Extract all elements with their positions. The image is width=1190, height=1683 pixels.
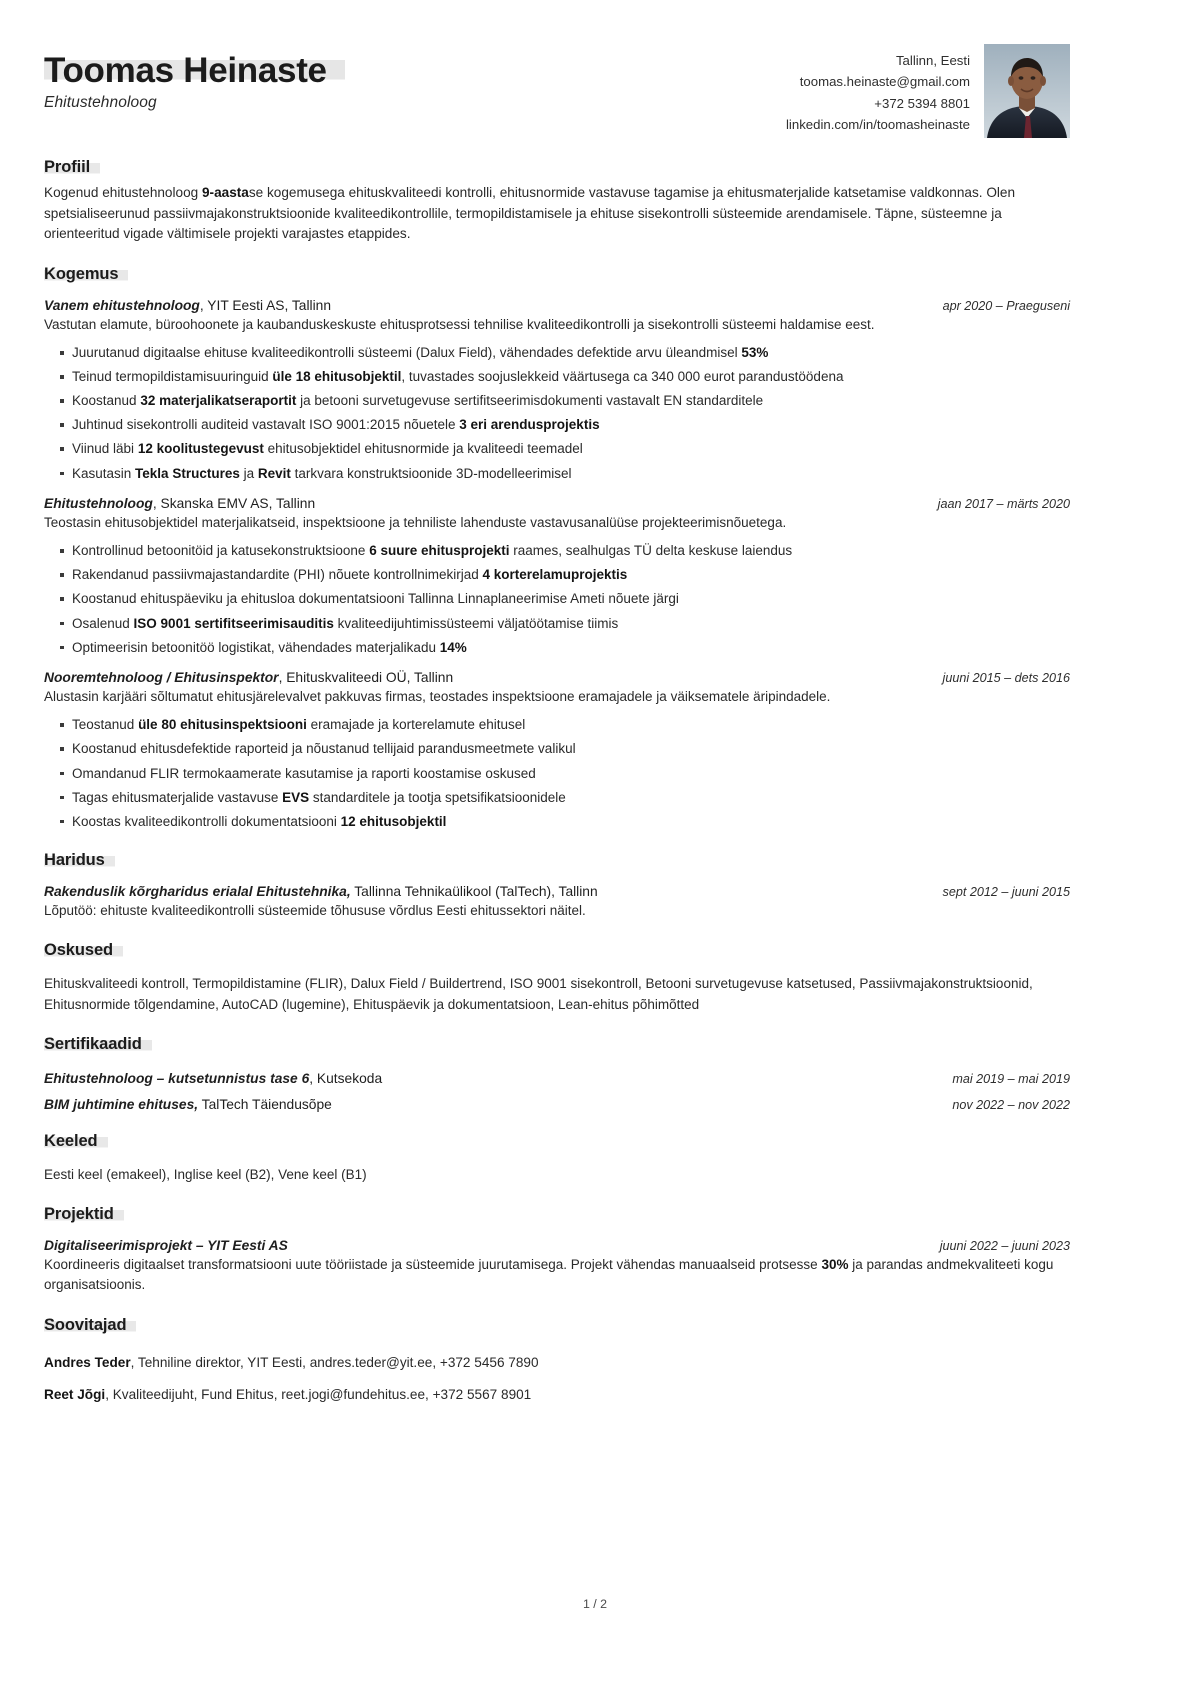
- certificate-row: [44, 1071, 1070, 1086]
- list-item: Koostanud ehitusdefektide raporteid ja nõustanud tellijaid parandusmeetmete valikul: [44, 739, 1070, 759]
- section-references: [44, 1316, 1070, 1406]
- entry-header: [44, 670, 1070, 685]
- section-certificates: [44, 1035, 1070, 1112]
- experience-list: [44, 298, 1070, 831]
- reference-name: Reet Jõgi: [44, 1387, 106, 1403]
- list-item: Rakendanud passiivmajastandardite (PHI) nõuete kontrollnimekirjad 4 korterelamuprojektis: [44, 565, 1070, 585]
- certificate-name: BIM juhtimine ehituses, TalTech Täiendusõpe: [44, 1096, 332, 1112]
- degree-title: Rakenduslik kõrgharidus erialal Ehitustehnika, Tallinna Tehnikaülikool (TalTech), Tallinn: [44, 884, 598, 900]
- experience-entry: [44, 298, 1070, 483]
- entry-date: apr 2020 – Praeguseni: [942, 298, 1070, 313]
- resume-header: [44, 44, 1070, 138]
- list-item: Teinud termopildistamisuuringuid üle 18 ehitusobjektil, tuvastades soojuslekkeid väärtusega ca 340 000 eurot parandustöödena: [44, 367, 1070, 387]
- entry-bullets: [44, 715, 1070, 831]
- section-title-profile: Profiil: [44, 158, 100, 177]
- entry-date: sept 2012 – juuni 2015: [942, 885, 1070, 900]
- entry-role: Ehitustehnoloog, Skanska EMV AS, Tallinn: [44, 496, 316, 512]
- education-entry: [44, 884, 1070, 921]
- experience-entry: [44, 496, 1070, 657]
- certificate-date: nov 2022 – nov 2022: [952, 1097, 1070, 1112]
- entry-summary: Lõputöö: ehituste kvaliteedikontrolli süsteemide tõhususe võrdlus Eesti ehitussektori näitel.: [44, 903, 586, 919]
- skills-body: Ehituskvaliteedi kontroll, Termopildistamine (FLIR), Dalux Field / Buildertrend, ISO 9001 sisekontroll, Betooni survetugevuse katsetused, Passiivmajakonstruktsioonid, Ehitusnormide tõlgendamine, AutoCAD (lugemine), Ehituspäevik ja dokumentatsioon, Lean-ehitus põhimõtted: [44, 976, 1033, 1012]
- section-title-certificates: Sertifikaadid: [44, 1035, 152, 1054]
- entry-header: [44, 496, 1070, 511]
- section-title-education: Haridus: [44, 851, 115, 870]
- section-title-references: Soovitajad: [44, 1316, 136, 1335]
- section-skills: [44, 941, 1070, 1015]
- identity-block: [44, 44, 345, 112]
- entry-bullets: [44, 343, 1070, 483]
- reference-details: , Tehniline direktor, YIT Eesti, andres.teder@yit.ee, +372 5456 7890: [130, 1354, 539, 1370]
- profile-body: Kogenud ehitustehnoloog 9-aastase kogemusega ehituskvaliteedi kontrolli, ehitusnormide vastavuse tagamise ja ehitusmaterjalide katsetamise valdkonnas. Olen spetsialiseerunud passiivmajakonstruktsioonide kvaliteedikontrollile, termopildistamisele ja ehituse sisekontrolli süsteemide arendamisele. Täpne, süsteemne ja orienteeritud vigade vältimisele projekti varajastes etappides.: [44, 185, 1016, 242]
- entry-summary: Teostasin ehitusobjektidel materjalikatseid, inspektsioone ja tehniliste lahenduste vastavusanalüüse projekteerimisnõuetega.: [44, 515, 787, 531]
- languages-body: Eesti keel (emakeel), Inglise keel (B2), Vene keel (B1): [44, 1166, 367, 1182]
- list-item: Omandanud FLIR termokaamerate kasutamise ja raporti koostamise oskused: [44, 764, 1070, 784]
- entry-role: Vanem ehitustehnoloog, YIT Eesti AS, Tallinn: [44, 297, 332, 313]
- entry-summary: Alustasin karjääri sõltumatut ehitusjärelevalvet pakkuvas firmas, teostades inspektsioone eramajadele ja väiksematele äripindadele.: [44, 689, 831, 705]
- list-item: Juurutanud digitaalse ehituse kvaliteedikontrolli süsteemi (Dalux Field), vähendades defektide arvu üleandmisel 53%: [44, 343, 1070, 363]
- list-item: Koostanud ehituspäeviku ja ehitusloa dokumentatsiooni Tallinna Linnaplaneerimise Ameti nõuete järgi: [44, 589, 1070, 609]
- contact-info: [786, 44, 970, 136]
- job-title: Ehitustehnoloog: [44, 94, 157, 112]
- reference-row: [44, 1385, 1070, 1405]
- entry-header: [44, 298, 1070, 313]
- reference-name: Andres Teder: [44, 1354, 131, 1370]
- contact-linkedin[interactable]: linkedin.com/in/toomasheinaste: [786, 117, 970, 133]
- entry-header: [44, 1238, 1070, 1253]
- entry-date: juuni 2015 – dets 2016: [942, 671, 1070, 686]
- section-languages: [44, 1132, 1070, 1185]
- avatar: [984, 44, 1070, 138]
- section-title-languages: Keeled: [44, 1132, 108, 1151]
- section-experience: [44, 265, 1070, 831]
- project-name: Digitaliseerimisprojekt – YIT Eesti AS: [44, 1238, 288, 1254]
- list-item: Kasutasin Tekla Structures ja Revit tarkvara konstruktsioonide 3D-modelleerimisel: [44, 464, 1070, 484]
- certificate-row: [44, 1097, 1070, 1112]
- section-title-projects: Projektid: [44, 1205, 124, 1224]
- section-title-experience: Kogemus: [44, 265, 128, 284]
- page-title: Toomas Heinaste: [44, 52, 345, 89]
- entry-summary: Vastutan elamute, büroohoonete ja kaubanduskeskuste ehitusprotsessi tehnilise kvaliteedikontrolli ja sisekontrolli süsteemi haldamise eest.: [44, 316, 875, 332]
- list-item: Osalenud ISO 9001 sertifitseerimisauditis kvaliteedijuhtimissüsteemi väljatöötamise tiimis: [44, 614, 1070, 634]
- reference-details: , Kvaliteedijuht, Fund Ehitus, reet.jogi@fundehitus.ee, +372 5567 8901: [105, 1387, 532, 1403]
- references-list: [44, 1353, 1070, 1406]
- section-profile: [44, 158, 1070, 245]
- certificate-date: mai 2019 – mai 2019: [952, 1071, 1070, 1086]
- contact-email[interactable]: toomas.heinaste@gmail.com: [799, 74, 970, 90]
- education-list: [44, 884, 1070, 921]
- entry-bullets: [44, 541, 1070, 657]
- list-item: Optimeerisin betoonitöö logistikat, vähendades materjalikadu 14%: [44, 638, 1070, 658]
- list-item: Koostanud 32 materjalikatseraportit ja betooni survetugevuse sertifitseerimisdokumenti vastavalt EN standarditele: [44, 391, 1070, 411]
- section-education: [44, 851, 1070, 921]
- list-item: Teostanud üle 80 ehitusinspektsiooni eramajade ja korterelamute ehitusel: [44, 715, 1070, 735]
- list-item: Juhtinud sisekontrolli auditeid vastavalt ISO 9001:2015 nõuetele 3 eri arendusprojektis: [44, 415, 1070, 435]
- entry-date: juuni 2022 – juuni 2023: [939, 1239, 1070, 1254]
- list-item: Tagas ehitusmaterjalide vastavuse EVS standarditele ja tootja spetsifikatsioonidele: [44, 788, 1070, 808]
- section-projects: [44, 1205, 1070, 1296]
- section-title-skills: Oskused: [44, 941, 123, 960]
- entry-summary: Koordineeris digitaalset transformatsiooni uute tööriistade ja süsteemide juurutamisega. Projekt vähendas manuaalseid protsesse 30% ja parandas andmekvaliteeti kogu organisatsioonis.: [44, 1257, 1054, 1293]
- list-item: Koostas kvaliteedikontrolli dokumentatsiooni 12 ehitusobjektil: [44, 812, 1070, 832]
- portrait-photo-icon: [984, 44, 1070, 138]
- contact-location: Tallinn, Eesti: [895, 53, 970, 68]
- contact-phone[interactable]: +372 5394 8801: [874, 95, 970, 111]
- entry-header: [44, 884, 1070, 899]
- entry-date: jaan 2017 – märts 2020: [937, 497, 1070, 512]
- page-number: 1 / 2: [582, 1597, 608, 1611]
- certificates-list: [44, 1071, 1070, 1112]
- list-item: Kontrollinud betoonitöid ja katusekonstruktsioone 6 suure ehitusprojekti raames, sealhulgas TÜ delta keskuse laiendus: [44, 541, 1070, 561]
- experience-entry: [44, 670, 1070, 831]
- page-footer: [0, 1597, 1190, 1611]
- project-entry: [44, 1238, 1070, 1296]
- list-item: Viinud läbi 12 koolitustegevust ehitusobjektidel ehitusnormide ja kvaliteedi teemadel: [44, 439, 1070, 459]
- header-right-block: [786, 44, 1070, 138]
- projects-list: [44, 1238, 1070, 1296]
- entry-role: Nooremtehnoloog / Ehitusinspektor, Ehituskvaliteedi OÜ, Tallinn: [44, 670, 454, 686]
- certificate-name: Ehitustehnoloog – kutsetunnistus tase 6, Kutsekoda: [44, 1070, 383, 1086]
- reference-row: [44, 1353, 1070, 1373]
